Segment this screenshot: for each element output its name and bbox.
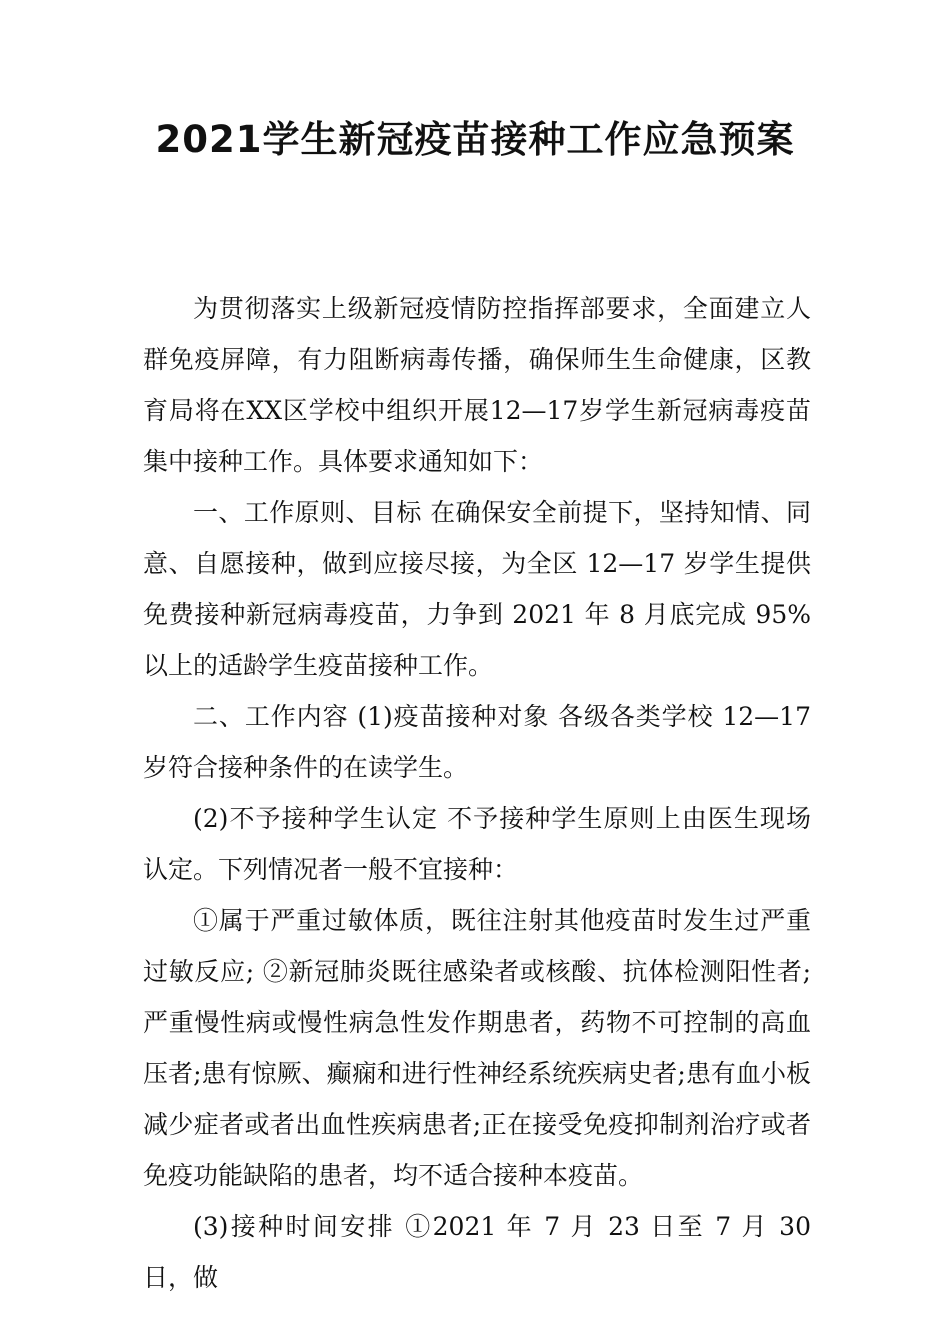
document-body: [143, 283, 811, 1303]
paragraph-contraindications: ①属于严重过敏体质，既往注射其他疫苗时发生过严重过敏反应; ②新冠肺炎既往感染者或核酸、抗体检测阳性者;严重慢性病或慢性病急性发作期患者，药物不可控制的高血压者;患有惊厥、癫痫和进行性神经系统疾病史者;患有血小板减少症者或者出血性疾病患者;正在接受免疫抑制剂治疗或者免疫功能缺陷的患者，均不适合接种本疫苗。: [143, 906, 811, 1190]
paragraph-schedule: (3)接种时间安排 ①2021 年 7 月 23 日至 7 月 30 日，做: [143, 1212, 811, 1292]
page-title: 2021学生新冠疫苗接种工作应急预案: [155, 118, 795, 161]
paragraph-principles: 一、工作原则、目标 在确保安全前提下，坚持知情、同意、自愿接种，做到应接尽接，为全区 12—17 岁学生提供免费接种新冠病毒疫苗，力争到 2021 年 8 月底完成 95% 以上的适龄学生疫苗接种工作。: [143, 498, 811, 680]
paragraph-exemption: (2)不予接种学生认定 不予接种学生原则上由医生现场认定。下列情况者一般不宜接种：: [143, 804, 811, 884]
paragraph-content: 二、工作内容 (1)疫苗接种对象 各级各类学校 12—17 岁符合接种条件的在读学生。: [143, 702, 811, 782]
paragraph-intro: 为贯彻落实上级新冠疫情防控指挥部要求，全面建立人群免疫屏障，有力阻断病毒传播，确保师生生命健康，区教育局将在XX区学校中组织开展12—17岁学生新冠病毒疫苗集中接种工作。具体要求通知如下：: [143, 294, 811, 476]
